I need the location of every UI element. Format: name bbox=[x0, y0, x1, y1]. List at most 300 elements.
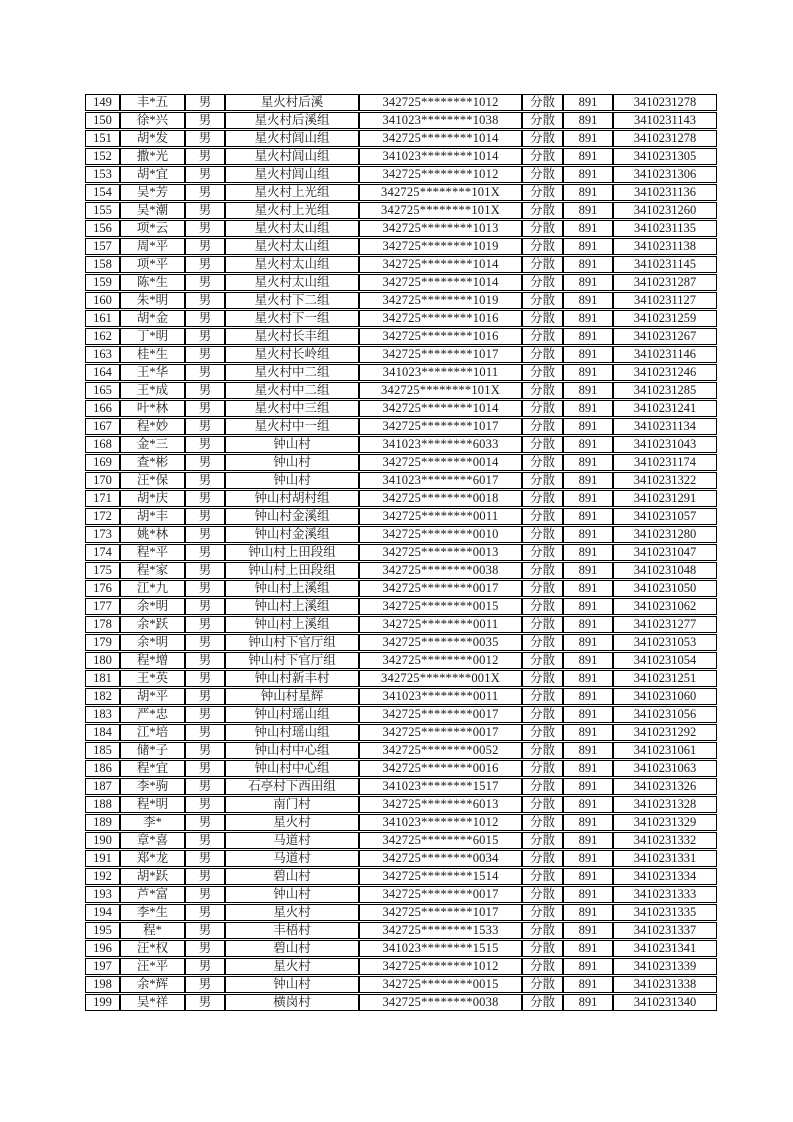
cell-seq: 191 bbox=[85, 850, 120, 867]
cell-code: 891 bbox=[563, 328, 613, 345]
cell-seq: 154 bbox=[85, 184, 120, 201]
cell-gender: 男 bbox=[185, 778, 225, 795]
cell-status: 分散 bbox=[522, 400, 563, 417]
cell-id-number: 342725********1017 bbox=[359, 418, 522, 435]
cell-gender: 男 bbox=[185, 652, 225, 669]
table-row bbox=[85, 148, 717, 165]
cell-record-number: 3410231054 bbox=[613, 652, 717, 669]
cell-village: 星火村中二组 bbox=[225, 382, 359, 399]
cell-gender: 男 bbox=[185, 976, 225, 993]
cell-gender: 男 bbox=[185, 166, 225, 183]
cell-record-number: 3410231267 bbox=[613, 328, 717, 345]
cell-id-number: 342725********1014 bbox=[359, 256, 522, 273]
cell-status: 分散 bbox=[522, 688, 563, 705]
cell-record-number: 3410231061 bbox=[613, 742, 717, 759]
cell-status: 分散 bbox=[522, 202, 563, 219]
cell-seq: 193 bbox=[85, 886, 120, 903]
cell-id-number: 342725********0015 bbox=[359, 598, 522, 615]
cell-record-number: 3410231057 bbox=[613, 508, 717, 525]
cell-id-number: 342725********1514 bbox=[359, 868, 522, 885]
cell-gender: 男 bbox=[185, 400, 225, 417]
cell-status: 分散 bbox=[522, 562, 563, 579]
cell-id-number: 341023********0011 bbox=[359, 688, 522, 705]
table-row bbox=[85, 94, 717, 111]
cell-village: 星火村闾山组 bbox=[225, 130, 359, 147]
cell-code: 891 bbox=[563, 472, 613, 489]
cell-gender: 男 bbox=[185, 688, 225, 705]
cell-gender: 男 bbox=[185, 472, 225, 489]
cell-gender: 男 bbox=[185, 148, 225, 165]
cell-status: 分散 bbox=[522, 454, 563, 471]
cell-seq: 189 bbox=[85, 814, 120, 831]
cell-seq: 178 bbox=[85, 616, 120, 633]
cell-seq: 198 bbox=[85, 976, 120, 993]
cell-gender: 男 bbox=[185, 634, 225, 651]
cell-name: 余*辉 bbox=[120, 976, 185, 993]
cell-seq: 190 bbox=[85, 832, 120, 849]
cell-village: 横岗村 bbox=[225, 994, 359, 1011]
cell-id-number: 342725********1019 bbox=[359, 238, 522, 255]
cell-status: 分散 bbox=[522, 850, 563, 867]
cell-seq: 184 bbox=[85, 724, 120, 741]
cell-record-number: 3410231246 bbox=[613, 364, 717, 381]
cell-gender: 男 bbox=[185, 256, 225, 273]
cell-id-number: 342725********101X bbox=[359, 202, 522, 219]
cell-seq: 186 bbox=[85, 760, 120, 777]
records-table-body bbox=[85, 94, 717, 1011]
cell-record-number: 3410231280 bbox=[613, 526, 717, 543]
cell-status: 分散 bbox=[522, 418, 563, 435]
table-row bbox=[85, 346, 717, 363]
table-row bbox=[85, 130, 717, 147]
cell-village: 钟山村中心组 bbox=[225, 742, 359, 759]
cell-village: 星火村长岭组 bbox=[225, 346, 359, 363]
cell-seq: 166 bbox=[85, 400, 120, 417]
cell-status: 分散 bbox=[522, 652, 563, 669]
cell-village: 钟山村下官厅组 bbox=[225, 634, 359, 651]
cell-code: 891 bbox=[563, 580, 613, 597]
cell-status: 分散 bbox=[522, 868, 563, 885]
cell-id-number: 342725********1014 bbox=[359, 274, 522, 291]
cell-record-number: 3410231341 bbox=[613, 940, 717, 957]
cell-name: 程*明 bbox=[120, 796, 185, 813]
cell-seq: 159 bbox=[85, 274, 120, 291]
cell-code: 891 bbox=[563, 760, 613, 777]
cell-record-number: 3410231134 bbox=[613, 418, 717, 435]
cell-status: 分散 bbox=[522, 994, 563, 1011]
cell-name: 章*喜 bbox=[120, 832, 185, 849]
cell-id-number: 342725********1012 bbox=[359, 94, 522, 111]
cell-seq: 152 bbox=[85, 148, 120, 165]
cell-name: 余*明 bbox=[120, 598, 185, 615]
cell-record-number: 3410231174 bbox=[613, 454, 717, 471]
cell-status: 分散 bbox=[522, 580, 563, 597]
cell-record-number: 3410231305 bbox=[613, 148, 717, 165]
cell-record-number: 3410231145 bbox=[613, 256, 717, 273]
cell-code: 891 bbox=[563, 130, 613, 147]
cell-status: 分散 bbox=[522, 724, 563, 741]
cell-id-number: 342725********0038 bbox=[359, 562, 522, 579]
cell-id-number: 342725********6013 bbox=[359, 796, 522, 813]
cell-village: 星火村后溪组 bbox=[225, 112, 359, 129]
cell-status: 分散 bbox=[522, 940, 563, 957]
cell-id-number: 342725********1012 bbox=[359, 958, 522, 975]
cell-village: 钟山村瑶山组 bbox=[225, 724, 359, 741]
cell-status: 分散 bbox=[522, 796, 563, 813]
cell-name: 撒*光 bbox=[120, 148, 185, 165]
cell-gender: 男 bbox=[185, 742, 225, 759]
cell-gender: 男 bbox=[185, 598, 225, 615]
cell-village: 钟山村瑶山组 bbox=[225, 706, 359, 723]
cell-name: 程*平 bbox=[120, 544, 185, 561]
cell-village: 钟山村中心组 bbox=[225, 760, 359, 777]
cell-village: 钟山村上溪组 bbox=[225, 580, 359, 597]
cell-gender: 男 bbox=[185, 112, 225, 129]
table-row bbox=[85, 274, 717, 291]
cell-status: 分散 bbox=[522, 472, 563, 489]
cell-record-number: 3410231136 bbox=[613, 184, 717, 201]
cell-seq: 163 bbox=[85, 346, 120, 363]
cell-record-number: 3410231285 bbox=[613, 382, 717, 399]
table-row bbox=[85, 994, 717, 1011]
cell-village: 星火村后溪 bbox=[225, 94, 359, 111]
cell-id-number: 341023********1011 bbox=[359, 364, 522, 381]
cell-seq: 156 bbox=[85, 220, 120, 237]
cell-name: 李*驹 bbox=[120, 778, 185, 795]
cell-code: 891 bbox=[563, 454, 613, 471]
table-row bbox=[85, 976, 717, 993]
cell-name: 叶*林 bbox=[120, 400, 185, 417]
cell-village: 星火村中三组 bbox=[225, 400, 359, 417]
cell-village: 南门村 bbox=[225, 796, 359, 813]
cell-name: 吴*祥 bbox=[120, 994, 185, 1011]
cell-name: 陈*生 bbox=[120, 274, 185, 291]
cell-seq: 183 bbox=[85, 706, 120, 723]
cell-status: 分散 bbox=[522, 616, 563, 633]
cell-id-number: 342725********1019 bbox=[359, 292, 522, 309]
cell-code: 891 bbox=[563, 148, 613, 165]
table-row bbox=[85, 562, 717, 579]
cell-name: 汪*平 bbox=[120, 958, 185, 975]
cell-status: 分散 bbox=[522, 382, 563, 399]
cell-id-number: 342725********101X bbox=[359, 382, 522, 399]
cell-id-number: 342725********0017 bbox=[359, 580, 522, 597]
cell-gender: 男 bbox=[185, 670, 225, 687]
cell-record-number: 3410231135 bbox=[613, 220, 717, 237]
cell-status: 分散 bbox=[522, 958, 563, 975]
cell-record-number: 3410231259 bbox=[613, 310, 717, 327]
cell-name: 李*生 bbox=[120, 904, 185, 921]
cell-id-number: 342725********0017 bbox=[359, 886, 522, 903]
table-row bbox=[85, 904, 717, 921]
cell-village: 钟山村 bbox=[225, 454, 359, 471]
cell-name: 汪*保 bbox=[120, 472, 185, 489]
cell-record-number: 3410231050 bbox=[613, 580, 717, 597]
cell-name: 丁*明 bbox=[120, 328, 185, 345]
cell-code: 891 bbox=[563, 238, 613, 255]
cell-status: 分散 bbox=[522, 292, 563, 309]
table-row bbox=[85, 256, 717, 273]
cell-code: 891 bbox=[563, 778, 613, 795]
cell-seq: 180 bbox=[85, 652, 120, 669]
cell-status: 分散 bbox=[522, 742, 563, 759]
cell-name: 金*三 bbox=[120, 436, 185, 453]
cell-record-number: 3410231047 bbox=[613, 544, 717, 561]
cell-record-number: 3410231338 bbox=[613, 976, 717, 993]
cell-name: 程*增 bbox=[120, 652, 185, 669]
cell-name: 吴*潮 bbox=[120, 202, 185, 219]
cell-village: 星火村中二组 bbox=[225, 364, 359, 381]
cell-code: 891 bbox=[563, 796, 613, 813]
cell-village: 星火村闾山组 bbox=[225, 148, 359, 165]
cell-record-number: 3410231043 bbox=[613, 436, 717, 453]
cell-code: 891 bbox=[563, 94, 613, 111]
cell-code: 891 bbox=[563, 490, 613, 507]
cell-id-number: 341023********6017 bbox=[359, 472, 522, 489]
cell-code: 891 bbox=[563, 670, 613, 687]
cell-record-number: 3410231146 bbox=[613, 346, 717, 363]
cell-name: 项*云 bbox=[120, 220, 185, 237]
cell-code: 891 bbox=[563, 112, 613, 129]
cell-village: 钟山村胡村组 bbox=[225, 490, 359, 507]
cell-status: 分散 bbox=[522, 670, 563, 687]
cell-id-number: 342725********0016 bbox=[359, 760, 522, 777]
cell-record-number: 3410231340 bbox=[613, 994, 717, 1011]
cell-record-number: 3410231060 bbox=[613, 688, 717, 705]
cell-name: 桂*生 bbox=[120, 346, 185, 363]
cell-status: 分散 bbox=[522, 760, 563, 777]
cell-gender: 男 bbox=[185, 436, 225, 453]
cell-record-number: 3410231277 bbox=[613, 616, 717, 633]
cell-name: 汪*权 bbox=[120, 940, 185, 957]
cell-id-number: 342725********1017 bbox=[359, 904, 522, 921]
cell-seq: 185 bbox=[85, 742, 120, 759]
cell-village: 马道村 bbox=[225, 832, 359, 849]
cell-code: 891 bbox=[563, 598, 613, 615]
cell-code: 891 bbox=[563, 220, 613, 237]
cell-name: 丰*五 bbox=[120, 94, 185, 111]
table-row bbox=[85, 652, 717, 669]
table-row bbox=[85, 670, 717, 687]
cell-status: 分散 bbox=[522, 922, 563, 939]
cell-record-number: 3410231063 bbox=[613, 760, 717, 777]
cell-seq: 157 bbox=[85, 238, 120, 255]
cell-name: 程*妙 bbox=[120, 418, 185, 435]
cell-record-number: 3410231339 bbox=[613, 958, 717, 975]
cell-record-number: 3410231048 bbox=[613, 562, 717, 579]
cell-village: 钟山村 bbox=[225, 976, 359, 993]
cell-village: 星火村上光组 bbox=[225, 202, 359, 219]
cell-name: 余*跃 bbox=[120, 616, 185, 633]
cell-record-number: 3410231278 bbox=[613, 94, 717, 111]
table-row bbox=[85, 634, 717, 651]
table-row bbox=[85, 832, 717, 849]
cell-village: 星火村闾山组 bbox=[225, 166, 359, 183]
cell-gender: 男 bbox=[185, 418, 225, 435]
cell-gender: 男 bbox=[185, 202, 225, 219]
table-row bbox=[85, 742, 717, 759]
cell-gender: 男 bbox=[185, 922, 225, 939]
cell-code: 891 bbox=[563, 310, 613, 327]
cell-status: 分散 bbox=[522, 364, 563, 381]
cell-code: 891 bbox=[563, 364, 613, 381]
cell-code: 891 bbox=[563, 688, 613, 705]
cell-status: 分散 bbox=[522, 274, 563, 291]
cell-code: 891 bbox=[563, 634, 613, 651]
cell-gender: 男 bbox=[185, 958, 225, 975]
cell-village: 星火村太山组 bbox=[225, 256, 359, 273]
table-row bbox=[85, 454, 717, 471]
cell-gender: 男 bbox=[185, 544, 225, 561]
cell-gender: 男 bbox=[185, 994, 225, 1011]
cell-name: 严*忠 bbox=[120, 706, 185, 723]
cell-id-number: 342725********001X bbox=[359, 670, 522, 687]
cell-name: 胡*发 bbox=[120, 130, 185, 147]
cell-village: 星火村上光组 bbox=[225, 184, 359, 201]
cell-seq: 177 bbox=[85, 598, 120, 615]
cell-status: 分散 bbox=[522, 346, 563, 363]
cell-seq: 170 bbox=[85, 472, 120, 489]
cell-seq: 173 bbox=[85, 526, 120, 543]
table-row bbox=[85, 616, 717, 633]
table-row bbox=[85, 724, 717, 741]
cell-village: 钟山村上溪组 bbox=[225, 616, 359, 633]
cell-record-number: 3410231138 bbox=[613, 238, 717, 255]
cell-code: 891 bbox=[563, 382, 613, 399]
cell-gender: 男 bbox=[185, 814, 225, 831]
cell-seq: 179 bbox=[85, 634, 120, 651]
cell-record-number: 3410231331 bbox=[613, 850, 717, 867]
cell-id-number: 341023********1517 bbox=[359, 778, 522, 795]
cell-name: 程*家 bbox=[120, 562, 185, 579]
cell-village: 钟山村星辉 bbox=[225, 688, 359, 705]
records-table bbox=[85, 93, 717, 1012]
table-row bbox=[85, 166, 717, 183]
table-row bbox=[85, 688, 717, 705]
cell-id-number: 342725********0017 bbox=[359, 706, 522, 723]
cell-gender: 男 bbox=[185, 562, 225, 579]
cell-seq: 182 bbox=[85, 688, 120, 705]
cell-code: 891 bbox=[563, 400, 613, 417]
cell-name: 胡*庆 bbox=[120, 490, 185, 507]
cell-status: 分散 bbox=[522, 598, 563, 615]
cell-status: 分散 bbox=[522, 328, 563, 345]
cell-gender: 男 bbox=[185, 616, 225, 633]
cell-record-number: 3410231332 bbox=[613, 832, 717, 849]
cell-status: 分散 bbox=[522, 544, 563, 561]
cell-code: 891 bbox=[563, 544, 613, 561]
cell-status: 分散 bbox=[522, 976, 563, 993]
cell-code: 891 bbox=[563, 814, 613, 831]
cell-village: 钟山村上田段组 bbox=[225, 562, 359, 579]
cell-village: 钟山村上田段组 bbox=[225, 544, 359, 561]
cell-code: 891 bbox=[563, 958, 613, 975]
table-row bbox=[85, 418, 717, 435]
cell-gender: 男 bbox=[185, 274, 225, 291]
cell-village: 星火村 bbox=[225, 904, 359, 921]
cell-gender: 男 bbox=[185, 130, 225, 147]
cell-id-number: 342725********1016 bbox=[359, 310, 522, 327]
cell-record-number: 3410231334 bbox=[613, 868, 717, 885]
cell-record-number: 3410231333 bbox=[613, 886, 717, 903]
cell-code: 891 bbox=[563, 292, 613, 309]
cell-code: 891 bbox=[563, 994, 613, 1011]
cell-code: 891 bbox=[563, 436, 613, 453]
cell-code: 891 bbox=[563, 202, 613, 219]
cell-id-number: 342725********0012 bbox=[359, 652, 522, 669]
cell-village: 星火村中一组 bbox=[225, 418, 359, 435]
cell-village: 碧山村 bbox=[225, 940, 359, 957]
table-row bbox=[85, 778, 717, 795]
cell-id-number: 342725********0038 bbox=[359, 994, 522, 1011]
cell-record-number: 3410231287 bbox=[613, 274, 717, 291]
cell-seq: 169 bbox=[85, 454, 120, 471]
cell-code: 891 bbox=[563, 850, 613, 867]
cell-village: 钟山村 bbox=[225, 472, 359, 489]
cell-id-number: 342725********0017 bbox=[359, 724, 522, 741]
cell-id-number: 342725********0052 bbox=[359, 742, 522, 759]
cell-seq: 181 bbox=[85, 670, 120, 687]
cell-seq: 176 bbox=[85, 580, 120, 597]
cell-village: 星火村 bbox=[225, 958, 359, 975]
cell-seq: 155 bbox=[85, 202, 120, 219]
cell-status: 分散 bbox=[522, 184, 563, 201]
cell-gender: 男 bbox=[185, 94, 225, 111]
cell-record-number: 3410231053 bbox=[613, 634, 717, 651]
cell-code: 891 bbox=[563, 526, 613, 543]
cell-id-number: 342725********1016 bbox=[359, 328, 522, 345]
cell-gender: 男 bbox=[185, 760, 225, 777]
cell-name: 李* bbox=[120, 814, 185, 831]
cell-status: 分散 bbox=[522, 238, 563, 255]
table-row bbox=[85, 292, 717, 309]
cell-id-number: 342725********1533 bbox=[359, 922, 522, 939]
table-row bbox=[85, 850, 717, 867]
cell-village: 星火村下一组 bbox=[225, 310, 359, 327]
cell-name: 朱*明 bbox=[120, 292, 185, 309]
cell-status: 分散 bbox=[522, 490, 563, 507]
cell-record-number: 3410231306 bbox=[613, 166, 717, 183]
cell-status: 分散 bbox=[522, 130, 563, 147]
cell-code: 891 bbox=[563, 886, 613, 903]
cell-record-number: 3410231251 bbox=[613, 670, 717, 687]
table-row bbox=[85, 238, 717, 255]
table-row bbox=[85, 328, 717, 345]
table-row bbox=[85, 382, 717, 399]
cell-status: 分散 bbox=[522, 148, 563, 165]
cell-code: 891 bbox=[563, 706, 613, 723]
cell-name: 胡*丰 bbox=[120, 508, 185, 525]
cell-id-number: 342725********1012 bbox=[359, 166, 522, 183]
cell-seq: 188 bbox=[85, 796, 120, 813]
cell-seq: 187 bbox=[85, 778, 120, 795]
cell-id-number: 342725********101X bbox=[359, 184, 522, 201]
table-row bbox=[85, 814, 717, 831]
cell-id-number: 342725********1014 bbox=[359, 130, 522, 147]
cell-record-number: 3410231062 bbox=[613, 598, 717, 615]
cell-village: 星火村太山组 bbox=[225, 238, 359, 255]
table-row bbox=[85, 940, 717, 957]
cell-status: 分散 bbox=[522, 436, 563, 453]
cell-gender: 男 bbox=[185, 508, 225, 525]
cell-status: 分散 bbox=[522, 778, 563, 795]
cell-code: 891 bbox=[563, 904, 613, 921]
cell-village: 马道村 bbox=[225, 850, 359, 867]
cell-id-number: 342725********1013 bbox=[359, 220, 522, 237]
cell-village: 丰梧村 bbox=[225, 922, 359, 939]
cell-name: 姚*林 bbox=[120, 526, 185, 543]
cell-name: 程* bbox=[120, 922, 185, 939]
